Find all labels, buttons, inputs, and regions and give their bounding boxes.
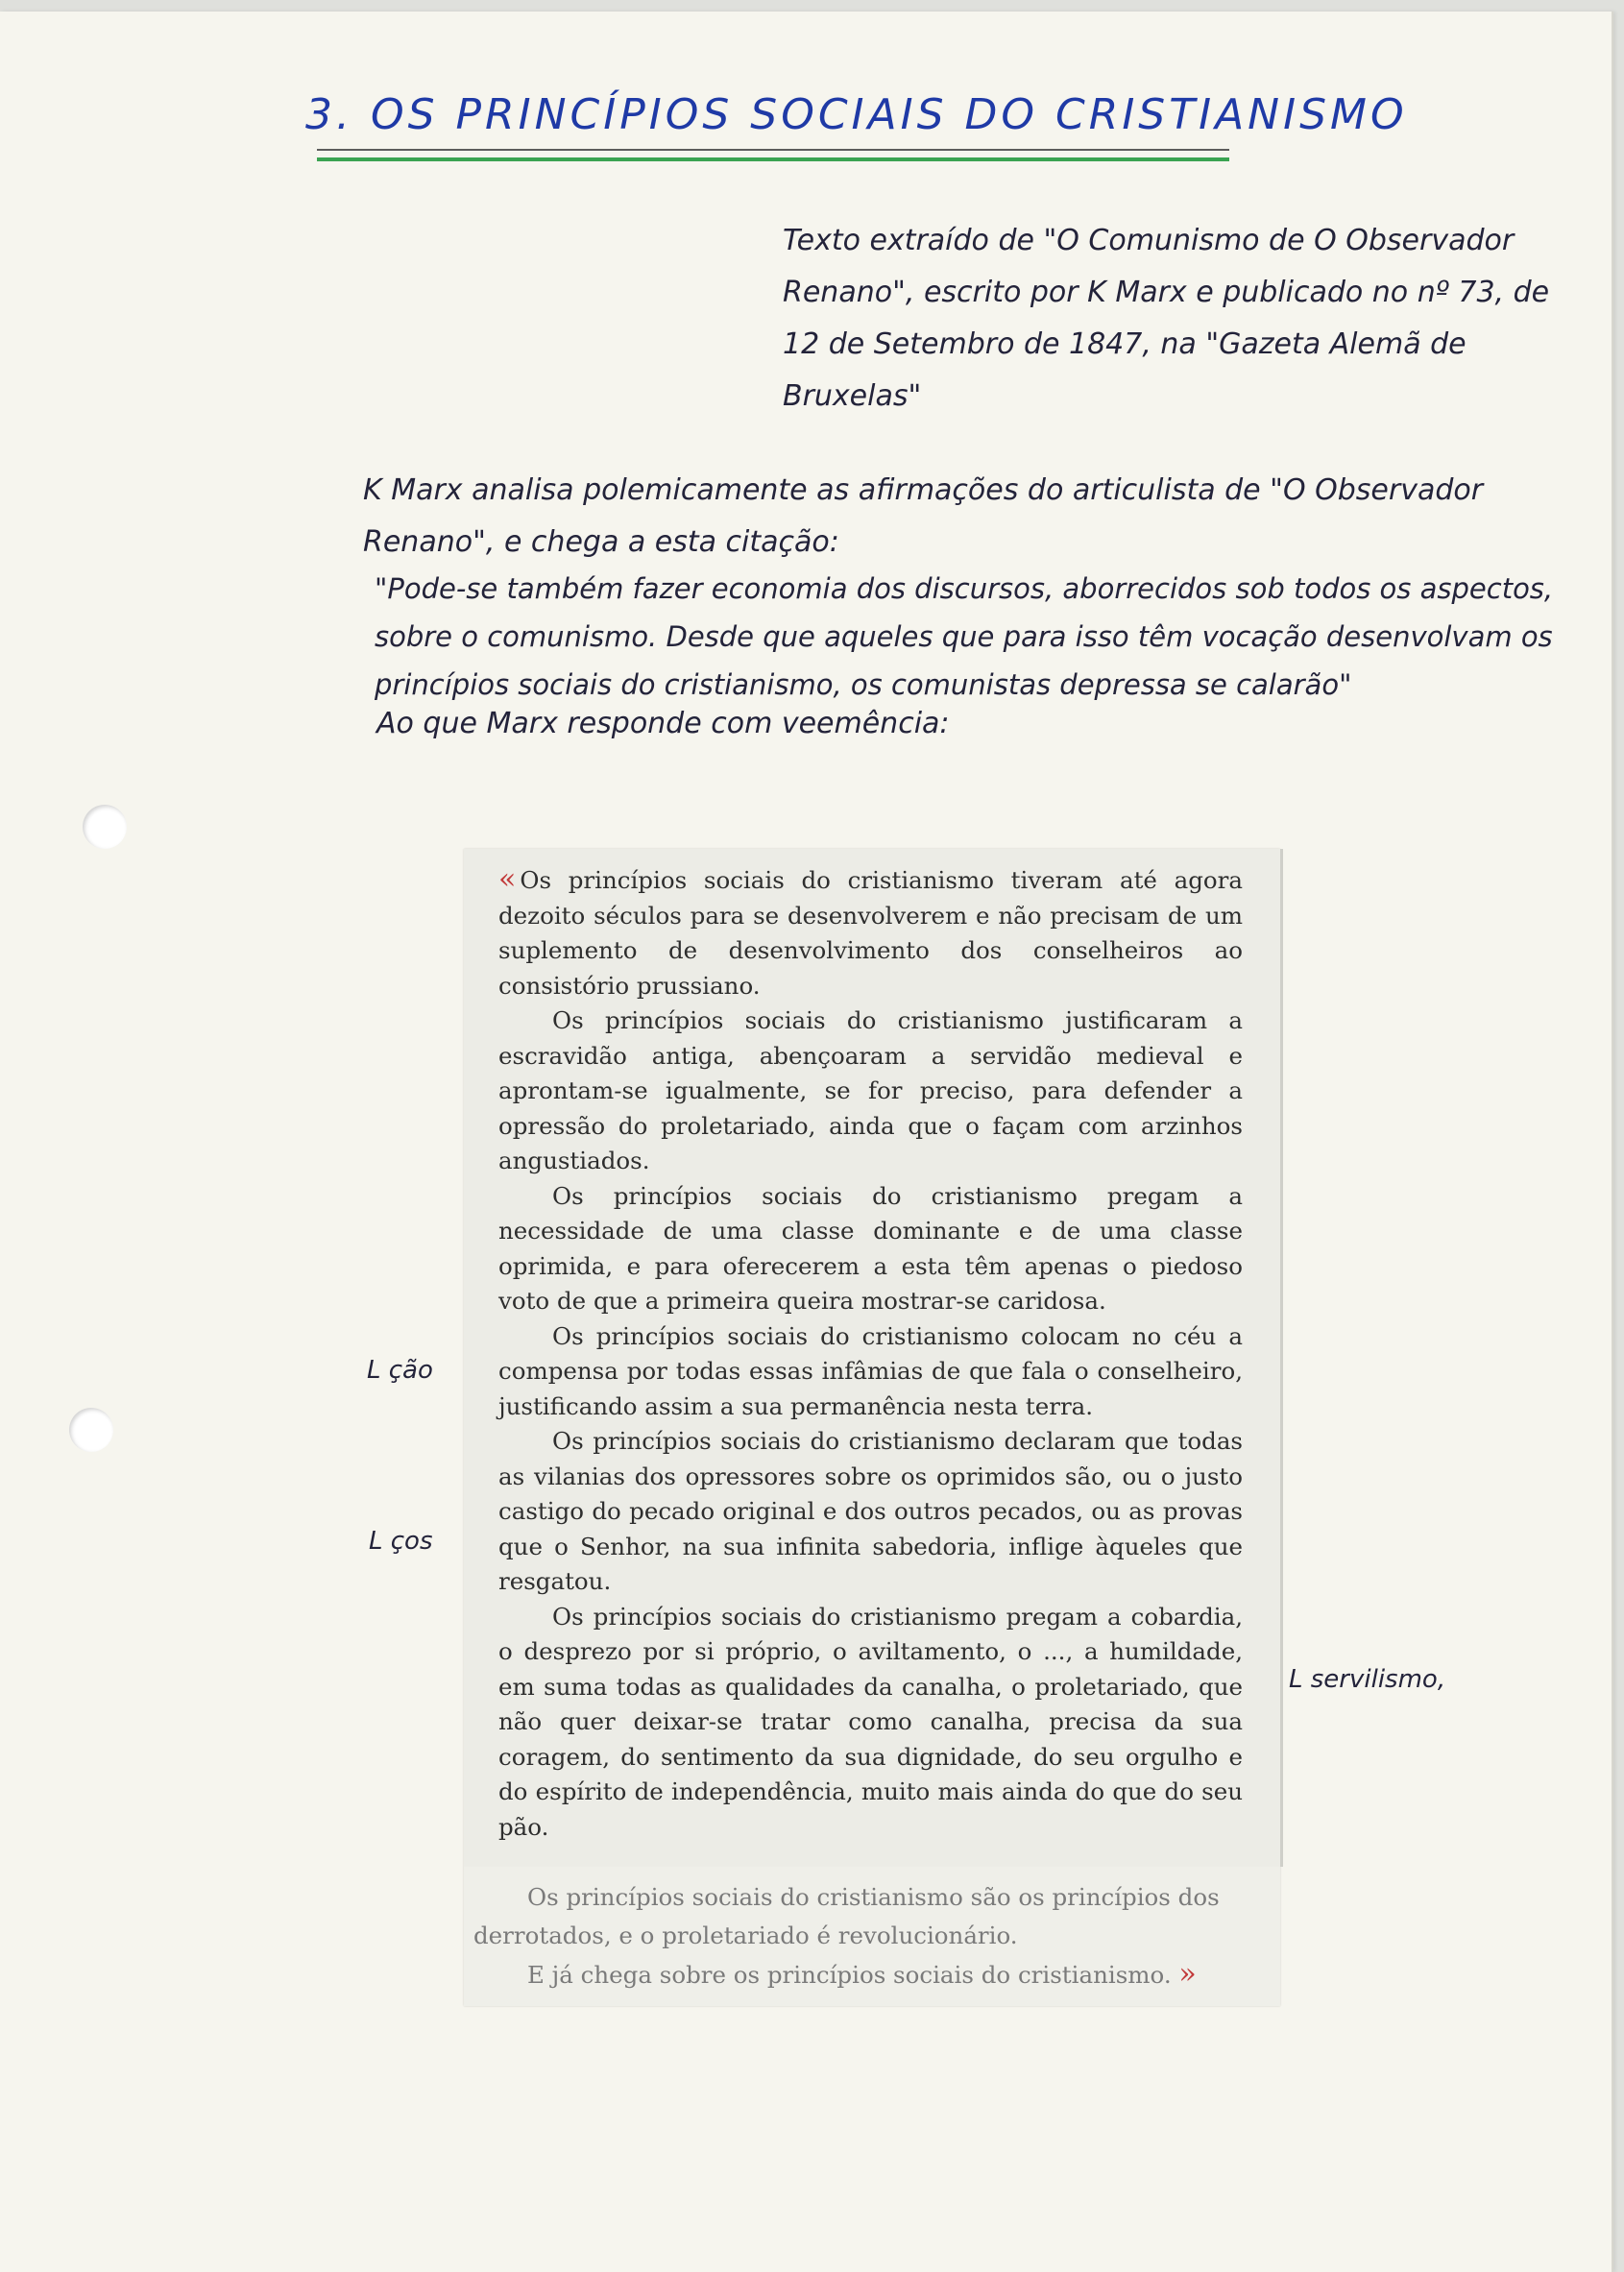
- closing-paragraph-final: E já chega sobre os princípios sociais do cristianismo. »: [527, 1957, 1197, 1991]
- punch-hole-bottom: [69, 1408, 113, 1452]
- source-note: Texto extraído de "O Comunismo de O Observador Renano", escrito por K Marx e publicado no nº 73, de 12 de Setembro de 1847, na "Gazeta Alemã de Bruxelas": [783, 224, 1550, 413]
- intro-text: K Marx analisa polemicamente as afirmações do articulista de "O Observador Renano", e chega a esta citação:: [363, 473, 1484, 559]
- clipping-paragraph: « Os princípios sociais do cristianismo tiveram até agora dezoito séculos para se desenvolverem e não precisam de um suplemento de desenvolvimento dos conselheiros ao consistório prussiano.: [498, 862, 1243, 1000]
- margin-note-1: L ção: [367, 1356, 433, 1385]
- quoted-passage: [375, 565, 1585, 709]
- close-quote-mark: »: [1178, 1957, 1197, 1991]
- document-page: [0, 12, 1613, 2272]
- clipping-main-strip: [464, 849, 1283, 1867]
- margin-note-2: L ços: [369, 1527, 433, 1556]
- heading-underline-green: [317, 157, 1229, 161]
- closing-paragraph: Os princípios sociais do cristianismo são os princípios dos derrotados, e o proletariado é revolucionário.: [473, 1883, 1220, 1949]
- newspaper-clipping: [464, 849, 1280, 2006]
- clipping-paragraph: Os princípios sociais do cristianismo colocam no céu a compensa por todas essas infâmias de que fala o conselheiro, justificando assim a sua permanência nesta terra.: [498, 1321, 1243, 1420]
- page-heading: 3. OS PRINCÍPIOS SOCIAIS DO CRISTIANISMO: [305, 90, 1408, 139]
- punch-hole-top: [83, 805, 127, 849]
- reply-line: Ao que Marx responde com veemência:: [376, 707, 950, 740]
- margin-note-3: L servilismo,: [1289, 1665, 1446, 1694]
- quoted-passage-text: "Pode-se também fazer economia dos discursos, aborrecidos sob todos os aspectos, sobre o comunismo. Desde que aqueles que para isso têm vocação desenvolvam os princípios sociais do cristianismo, os comunistas depressa se calarão": [375, 572, 1554, 701]
- open-quote-mark: «: [498, 862, 517, 896]
- heading-underline-dark: [317, 149, 1229, 151]
- clipping-paragraph: Os princípios sociais do cristianismo pregam a necessidade de uma classe dominante e de uma classe oprimida, e para oferecerem a esta têm apenas o piedoso voto de que a primeira queira mostrar-se caridosa.: [498, 1181, 1243, 1315]
- clipping-body: [498, 862, 1243, 1845]
- clipping-paragraph: Os princípios sociais do cristianismo pregam a cobardia, o desprezo por si próprio, o aviltamento, o ..., a humildade, em suma todas as qualidades da canalha, o proletariado, que não quer deixar-se tratar como canalha, precisa da sua coragem, do sentimento da sua dignidade, do seu orgulho e do espírito de independência, muito mais ainda do que do seu pão.: [498, 1602, 1243, 1841]
- clipping-paragraph: Os princípios sociais do cristianismo declaram que todas as vilanias dos opressores sobre os oprimidos são, ou o justo castigo do pecado original e dos outros pecados, ou as provas que o Senhor, na sua infinita sabedoria, inflige àqueles que resgatou.: [498, 1427, 1243, 1595]
- clipping-closing: [473, 1878, 1242, 1994]
- clipping-paragraph: Os princípios sociais do cristianismo justificaram a escravidão antiga, abençoaram a servidão medieval e aprontam-se igualmente, se for preciso, para defender a opressão do proletariado, ainda que o façam com arzinhos angustiados.: [498, 1006, 1243, 1174]
